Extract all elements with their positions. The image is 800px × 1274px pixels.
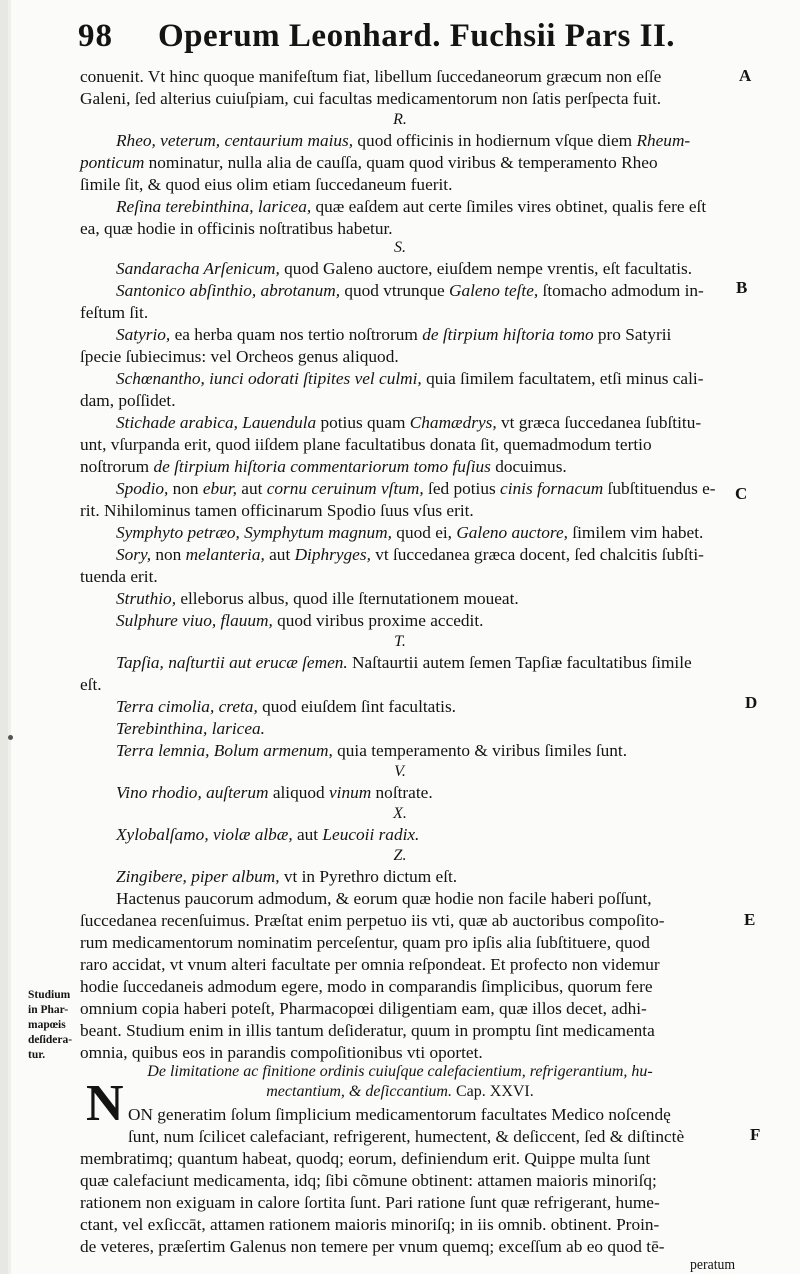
text-line: raro accidat, vt vnum alteri facultate per omnia reſpondeat. Et profecto non videmur xyxy=(80,955,660,974)
text-line: Sandaracha Arſenicum, quod Galeno auctore, eiuſdem nempe vrentis, eſt facultatis. xyxy=(116,259,693,278)
text-line: eſt. xyxy=(80,675,102,694)
text-line: Struthio, elleborus albus, quod ille ſternutationem moueat. xyxy=(116,589,519,608)
text-line: Stichade arabica, Lauendula potius quam Chamædrys, vt græca ſuccedanea ſubſtitu- xyxy=(116,413,702,432)
text-line: ſuccedanea recenſuimus. Præſtat enim perpetuo iis vti, quæ ab auctoribus compoſito- xyxy=(80,911,665,930)
sidenote-line: deſidera- xyxy=(28,1034,73,1046)
text-line: omnium copia haberi poteſt, Pharmacopœi diligentiam eam, quæ illos decet, adhi- xyxy=(80,999,647,1018)
page-number: 98 xyxy=(78,18,113,54)
margin-letter-d: D xyxy=(745,693,758,712)
text-line: hodie ſuccedaneis admodum egere, modo in comparandis ſimplicibus, quorum fere xyxy=(80,977,653,996)
text-line: Zingibere, piper album, vt in Pyrethro dictum eſt. xyxy=(116,867,458,886)
text-line: Xylobalſamo, violæ albæ, aut Leucoii radix. xyxy=(116,825,420,844)
text-line: Spodio, non ebur, aut cornu ceruinum vſtum, ſed potius cinis fornacum ſubſtituendus e- xyxy=(116,479,716,498)
text-line: conuenit. Vt hinc quoque manifeſtum fiat, libellum ſuccedaneorum græcum non eſſe xyxy=(80,67,662,86)
text-line: Galeni, ſed alterius cuiuſpiam, cui facultas medicamentorum non ſatis perſpecta fuit. xyxy=(80,89,662,108)
text-line: beant. Studium enim in illis tantum deſideratur, quum in promptu ſint medicamenta xyxy=(80,1021,655,1040)
text-line: Rheo, veterum, centaurium maius, quod officinis in hodiernum vſque diem Rheum- xyxy=(116,131,691,150)
section-letter-t: T. xyxy=(394,633,406,650)
margin-letter-c: C xyxy=(735,484,748,503)
chapter-heading-line: mectantium, & deſiccantium. Cap. XXVI. xyxy=(266,1083,534,1100)
text-line: Hactenus paucorum admodum, & eorum quæ hodie non facile haberi poſſunt, xyxy=(116,889,652,908)
sidenote-line: mapœis xyxy=(28,1019,66,1031)
drop-initial: N xyxy=(86,1075,124,1132)
section-letter-v: V. xyxy=(394,763,406,780)
text-line: Vino rhodio, auſterum aliquod vinum noſtrate. xyxy=(116,783,433,802)
text-line: ſimile ſit, & quod eius olim etiam ſuccedaneum fuerit. xyxy=(80,175,453,194)
text-line: noſtrorum de ſtirpium hiſtoria commentariorum tomo fuſius docuimus. xyxy=(80,457,567,476)
text-line: Sulphure viuo, flauum, quod viribus proxime accedit. xyxy=(116,611,484,630)
text-line: ON generatim ſolum ſimplicium medicamentorum facultates Medico noſcendę xyxy=(128,1105,671,1124)
text-line: Schœnantho, iunci odorati ſtipites vel culmi, quia ſimilem facultatem, etſi minus cali- xyxy=(116,369,704,388)
text-line: quæ calefaciunt medicamenta, idq; ſibi cõmune obtinent: attamen maioris minoriſq; xyxy=(80,1171,657,1190)
margin-letter-a: A xyxy=(739,66,752,85)
text-line: Terra lemnia, Bolum armenum, quia temperamento & viribus ſimiles ſunt. xyxy=(116,741,628,760)
margin-letter-b: B xyxy=(736,278,748,297)
text-line: Terra cimolia, creta, quod eiuſdem ſint facultatis. xyxy=(116,697,456,716)
text-line: Symphyto petræo, Symphytum magnum, quod ei, Galeno auctore, ſimilem vim habet. xyxy=(116,523,704,542)
text-line: Reſina terebinthina, laricea, quæ eaſdem aut certe ſimiles vires obtinet, qualis fere eſt xyxy=(116,197,707,216)
chapter-heading-line: De limitatione ac finitione ordinis cuiuſque calefacientium, refrigerantium, hu- xyxy=(147,1063,653,1080)
ink-spot xyxy=(8,735,13,740)
text-line: Satyrio, ea herba quam nos tertio noſtrorum de ſtirpium hiſtoria tomo pro Satyrii xyxy=(116,325,672,344)
text-line: omnia, quibus eos in parandis compoſitionibus vti oportet. xyxy=(80,1043,483,1062)
section-letter-z: Z. xyxy=(393,847,407,864)
text-line: ctant, vel exſiccāt, attamen rationem maioris minoriſq; in iis omnib. obtinent. Proin- xyxy=(80,1215,660,1234)
text-line: rit. Nihilominus tamen officinarum Spodio ſuus vſus erit. xyxy=(80,501,474,520)
text-line: tuenda erit. xyxy=(80,567,158,586)
margin-letter-f: F xyxy=(750,1125,761,1144)
margin-sidenote xyxy=(28,988,88,1063)
section-letter-r: R. xyxy=(393,111,407,128)
sidenote-line: in Phar- xyxy=(28,1004,69,1016)
text-line: ſunt, num ſcilicet calefaciant, refrigerent, humectent, & deſiccent, ſed & diſtinctè xyxy=(128,1127,685,1146)
text-line: feſtum ſit. xyxy=(80,303,149,322)
text-line: Santonico abſinthio, abrotanum, quod vtrunque Galeno teſte, ſtomacho admodum in- xyxy=(116,281,704,300)
text-line: ea, quæ hodie in officinis noſtratibus habetur. xyxy=(80,219,393,238)
text-line: Tapſia, naſturtii aut erucæ ſemen. Naſtaurtii autem ſemen Tapſiæ facultatibus ſimile xyxy=(116,653,692,672)
text-line: ſpecie ſubiecimus: vel Orcheos genus aliquod. xyxy=(80,347,399,366)
text-line: ponticum nominatur, nulla alia de cauſſa, quam quod viribus & temperamento Rheo xyxy=(80,153,658,172)
text-line: Sory, non melanteria, aut Diphryges, vt ſuccedanea græca docent, ſed chalcitis ſubſti- xyxy=(116,545,704,564)
text-line: rum medicamentorum nominatim perceſentur, quam pro ipſis alia ſubſtituere, quod xyxy=(80,933,650,952)
text-line: membratimq; quantum habeat, quodq; eorum, definiendum erit. Quippe multa ſunt xyxy=(80,1149,651,1168)
running-head: Operum Leonhard. Fuchsii Pars II. xyxy=(158,18,676,54)
text-line: unt, vſurpanda erit, quod iiſdem plane facultatibus donata ſit, quemadmodum tertio xyxy=(80,435,652,454)
catchword: peratum xyxy=(690,1257,736,1273)
sidenote-line: tur. xyxy=(28,1049,46,1061)
text-line: de veteres, præſertim Galenus non temere per vnum quemq; exceſſum ab eo quod tē- xyxy=(80,1237,665,1256)
text-line: rationem non exiguam in calore ſortita ſunt. Pari ratione ſunt quæ refrigerant, hume- xyxy=(80,1193,660,1212)
text-line: dam, poſſidet. xyxy=(80,391,176,410)
sidenote-line: Studium xyxy=(28,989,71,1001)
section-letter-s: S. xyxy=(394,239,406,256)
text-line: Terebinthina, laricea. xyxy=(116,719,265,738)
margin-letter-e: E xyxy=(744,910,756,929)
section-letter-x: X. xyxy=(393,805,407,822)
